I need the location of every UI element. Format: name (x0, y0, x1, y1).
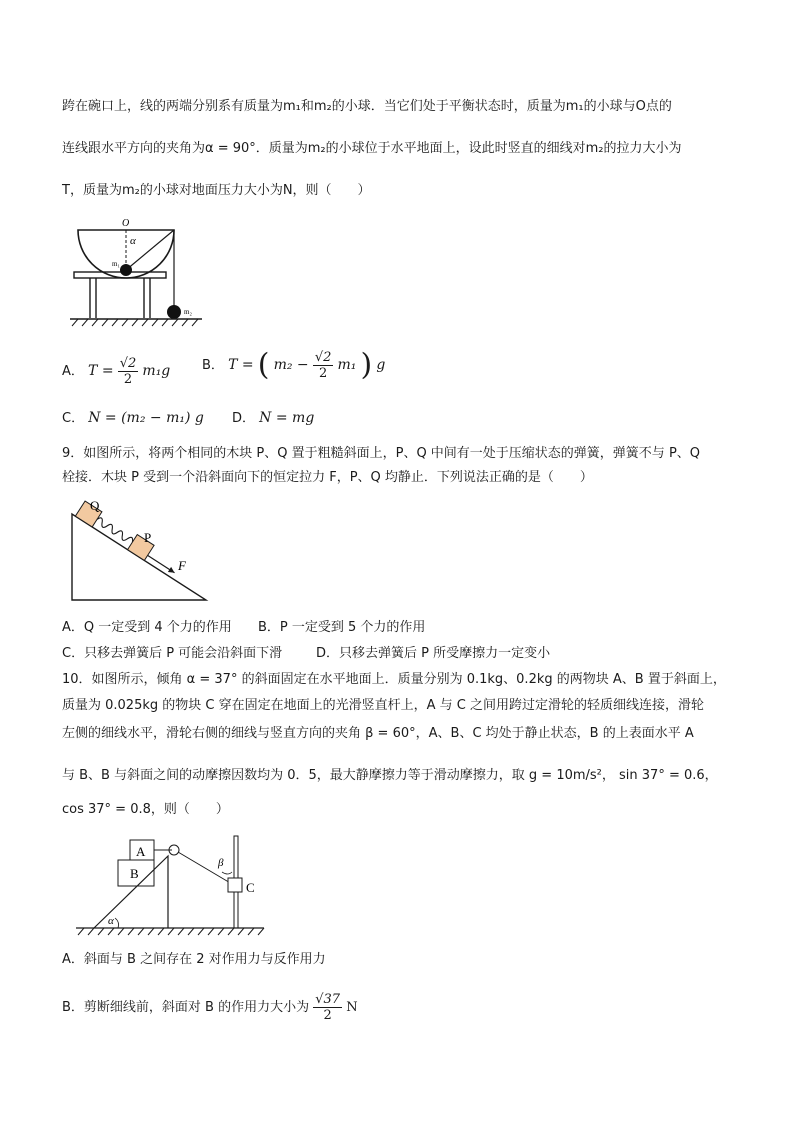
option-b-label: B． (202, 358, 224, 373)
option-b-fraction (313, 992, 342, 1023)
q9-line-2: 栓接．木块 P 受到一个沿斜面向下的恒定拉力 F，P、Q 均静止．下列说法正确的是（ ） (62, 470, 593, 485)
q8-option-d (232, 408, 314, 429)
option-c-expr: N = (m₂ − m₁) g (88, 410, 204, 426)
fraction-den: 2 (123, 372, 133, 387)
ground-hatch (72, 319, 198, 326)
q8-option-c (62, 408, 204, 429)
label-a: A (136, 844, 146, 859)
q8-line-1: 跨在碗口上，线的两端分别系有质量为m₁和m₂的小球．当它们处于平衡状态时，质量为m₁的小球与O点的 (62, 99, 672, 114)
q9-option-b: B．P 一定受到 5 个力的作用 (258, 620, 426, 635)
ball-m1 (120, 264, 132, 276)
paren-right: ) (360, 347, 373, 383)
q9-option-c: C．只移去弹簧后 P 可能会沿斜面下滑 (62, 646, 283, 661)
label-p: P (144, 530, 152, 545)
beta-arc (222, 872, 232, 874)
q10-line-2: 质量为 0.025kg 的物块 C 穿在固定在地面上的光滑竖直杆上，A 与 C 之间用跨过定滑轮的轻质细线连接，滑轮 (62, 698, 704, 713)
incline-spring-figure (66, 496, 212, 606)
option-d-label: D． (232, 411, 256, 426)
option-b-prefix: B．剪断细线前，斜面对 B 的作用力大小为 (62, 1000, 310, 1015)
q10-option-a: A．斜面与 B 之间存在 2 对作用力与反作用力 (62, 952, 326, 967)
option-b-fraction (313, 350, 334, 381)
q8-option-a (62, 356, 170, 387)
label-alpha: α (108, 915, 114, 927)
fraction-num: √2 (314, 350, 332, 365)
option-a-label: A． (62, 364, 84, 379)
label-m1: m₁ (112, 260, 120, 268)
arrow-head (168, 567, 176, 575)
alpha-arc (115, 918, 119, 928)
q10-line-3: 左侧的细线水平，滑轮右侧的细线与竖直方向的夹角 β = 60°，A、B、C 均处于静止状态，B 的上表面水平 A (62, 726, 694, 741)
option-d-expr: N = mg (259, 410, 315, 426)
option-b-expr-right: g (376, 357, 386, 373)
option-c-label: C． (62, 411, 85, 426)
label-f: F (178, 558, 186, 573)
label-q: Q (90, 498, 100, 513)
q10-line-5: cos 37° = 0.8，则（ ） (62, 802, 229, 817)
string-slanted (178, 852, 232, 884)
q10-option-b (62, 992, 358, 1023)
q8-line-2: 连线跟水平方向的夹角为α = 90°．质量为m₂的小球位于水平地面上，设此时竖直的细线对m₂的拉力大小为 (62, 141, 682, 156)
fraction-den: 2 (323, 1008, 332, 1023)
fraction-num: √37 (315, 992, 341, 1007)
q10-line-1: 10．如图所示，倾角 α = 37° 的斜面固定在水平地面上．质量分别为 0.1kg、0.2kg 的两物块 A、B 置于斜面上， (62, 672, 726, 687)
bowl-figure (66, 214, 206, 332)
q9-line-1: 9．如图所示，将两个相同的木块 P、Q 置于粗糙斜面上，P、Q 中间有一处于压缩状态的弹簧，弹簧不与 P、Q (62, 446, 701, 461)
label-beta: β (218, 857, 224, 869)
q9-option-a: A．Q 一定受到 4 个力的作用 (62, 620, 232, 635)
label-b: B (130, 866, 139, 881)
option-b-unit: N (346, 1000, 358, 1015)
option-a-fraction (118, 356, 139, 387)
fraction-den: 2 (318, 366, 328, 381)
option-a-expr-left: T = (88, 363, 114, 379)
label-o: O (122, 218, 130, 229)
option-a-expr-right: m₁g (142, 363, 171, 379)
option-b-inner-left: m₂ − (273, 357, 309, 373)
paren-left: ( (257, 347, 270, 383)
label-c: C (246, 880, 255, 895)
q8-line-3: T，质量为m₂的小球对地面压力大小为N，则（ ） (62, 183, 371, 198)
ground-hatch (78, 928, 264, 935)
q10-line-4: 与 B、B 与斜面之间的动摩擦因数均为 0．5，最大静摩擦力等于滑动摩擦力，取 g = 10m/s²， sin 37° = 0.6， (62, 768, 718, 783)
option-b-inner-right: m₁ (337, 357, 357, 373)
block-c (228, 878, 242, 892)
label-m2: m₂ (184, 308, 192, 316)
fraction-num: √2 (119, 356, 137, 371)
option-b-expr-left: T = (228, 357, 254, 373)
q8-option-b (202, 347, 386, 383)
ball-m2 (167, 305, 181, 319)
q9-option-d: D．只移去弹簧后 P 所受摩擦力一定变小 (316, 646, 551, 661)
label-alpha: α (130, 235, 136, 247)
pulley-figure (72, 832, 268, 942)
